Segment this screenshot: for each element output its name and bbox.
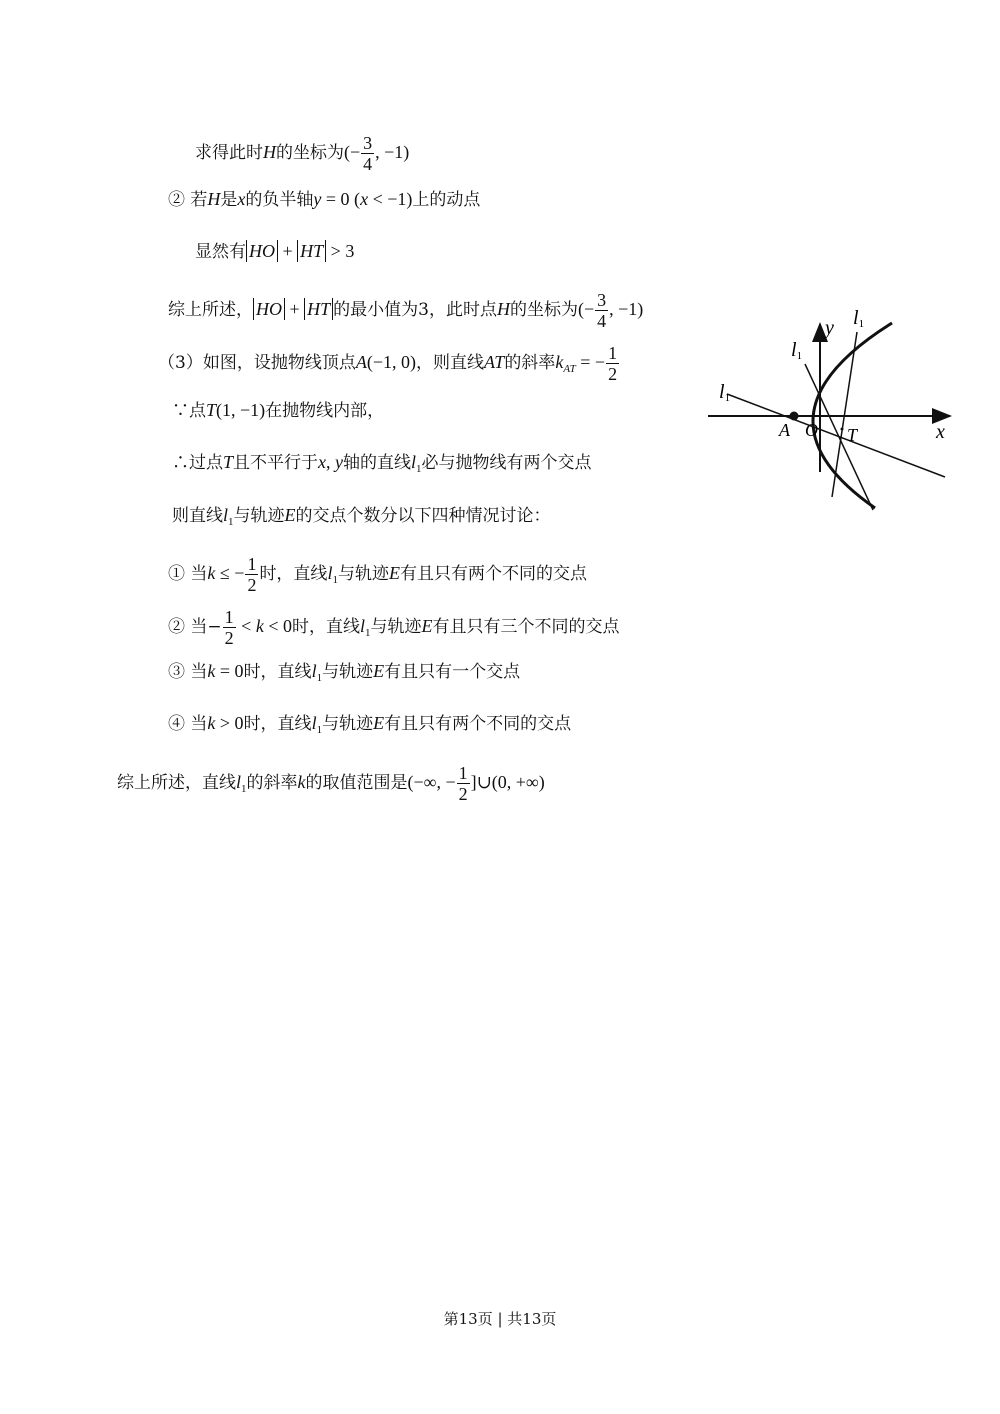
line-10: ② 当− $\frac{1}{2}$ < k < 0时，直线$l_1$与轨迹E有且只有三个不同的交点 (168, 607, 620, 648)
fraction: $\frac{1}{2}$ (247, 554, 257, 595)
line-8: 则直线$l_1$与轨迹E的交点个数分以下四种情况讨论： (172, 505, 551, 528)
fraction: $\frac{1}{2}$ (608, 343, 618, 384)
point-O-label: O (805, 420, 818, 440)
page-footer: 第13页 | 共13页 (443, 1310, 557, 1328)
x-axis-label: x (936, 421, 945, 443)
line-4: 综上所述， HO + HT 的最小值为3，此时点H的坐标为(− $\frac{3}{4}$ , −1) (168, 290, 644, 331)
point-T-label: T (847, 425, 858, 445)
parabola-figure (705, 300, 965, 520)
line-13: 综上所述，直线$l_1$的斜率k的取值范围是(−∞, − $\frac{1}{2}$ ]∪(0, +∞) (117, 763, 545, 804)
point-A-label: A (779, 420, 790, 440)
line-5: （3）如图，设抛物线顶点A(−1, 0)，则直线AT的斜率$k_{AT}$ = − $\frac{1}{2}$ (158, 343, 618, 384)
fraction: $\frac{3}{4}$ (597, 290, 607, 331)
fraction: $\frac{1}{2}$ (458, 763, 468, 804)
y-axis-label: y (825, 317, 834, 339)
line-l1-through-A (727, 394, 945, 477)
line-label-l1-top: l1 (853, 307, 865, 330)
line-l1-near-vertical (832, 332, 857, 497)
line-1: 求得此时H的坐标为(− $\frac{3}{4}$ , −1) (195, 133, 410, 174)
line-11: ③ 当k = 0时，直线$l_1$与轨迹E有且只有一个交点 (168, 661, 521, 684)
line-6: ∵点T(1, −1)在抛物线内部， (172, 400, 385, 421)
line-label-l1-left: l1 (719, 381, 731, 404)
point-A (790, 412, 799, 421)
line-label-l1-middle: l1 (791, 339, 803, 362)
line-12: ④ 当k > 0时，直线$l_1$与轨迹E有且只有两个不同的交点 (168, 713, 572, 736)
line-7: ∴过点T且不平行于x, y轴的直线$l_1$必与抛物线有两个交点 (172, 452, 592, 475)
fraction: $\frac{3}{4}$ (363, 133, 373, 174)
line-2: ② 若H是x的负半轴y = 0 (x < −1)上的动点 (168, 189, 481, 210)
line-3: 显然有 HO + HT > 3 (195, 241, 355, 262)
line-9: ① 当k ≤ − $\frac{1}{2}$ 时，直线$l_1$与轨迹E有且只有两个不同的交点 (168, 554, 587, 595)
point-T (841, 428, 844, 431)
fraction: $\frac{1}{2}$ (224, 607, 234, 648)
